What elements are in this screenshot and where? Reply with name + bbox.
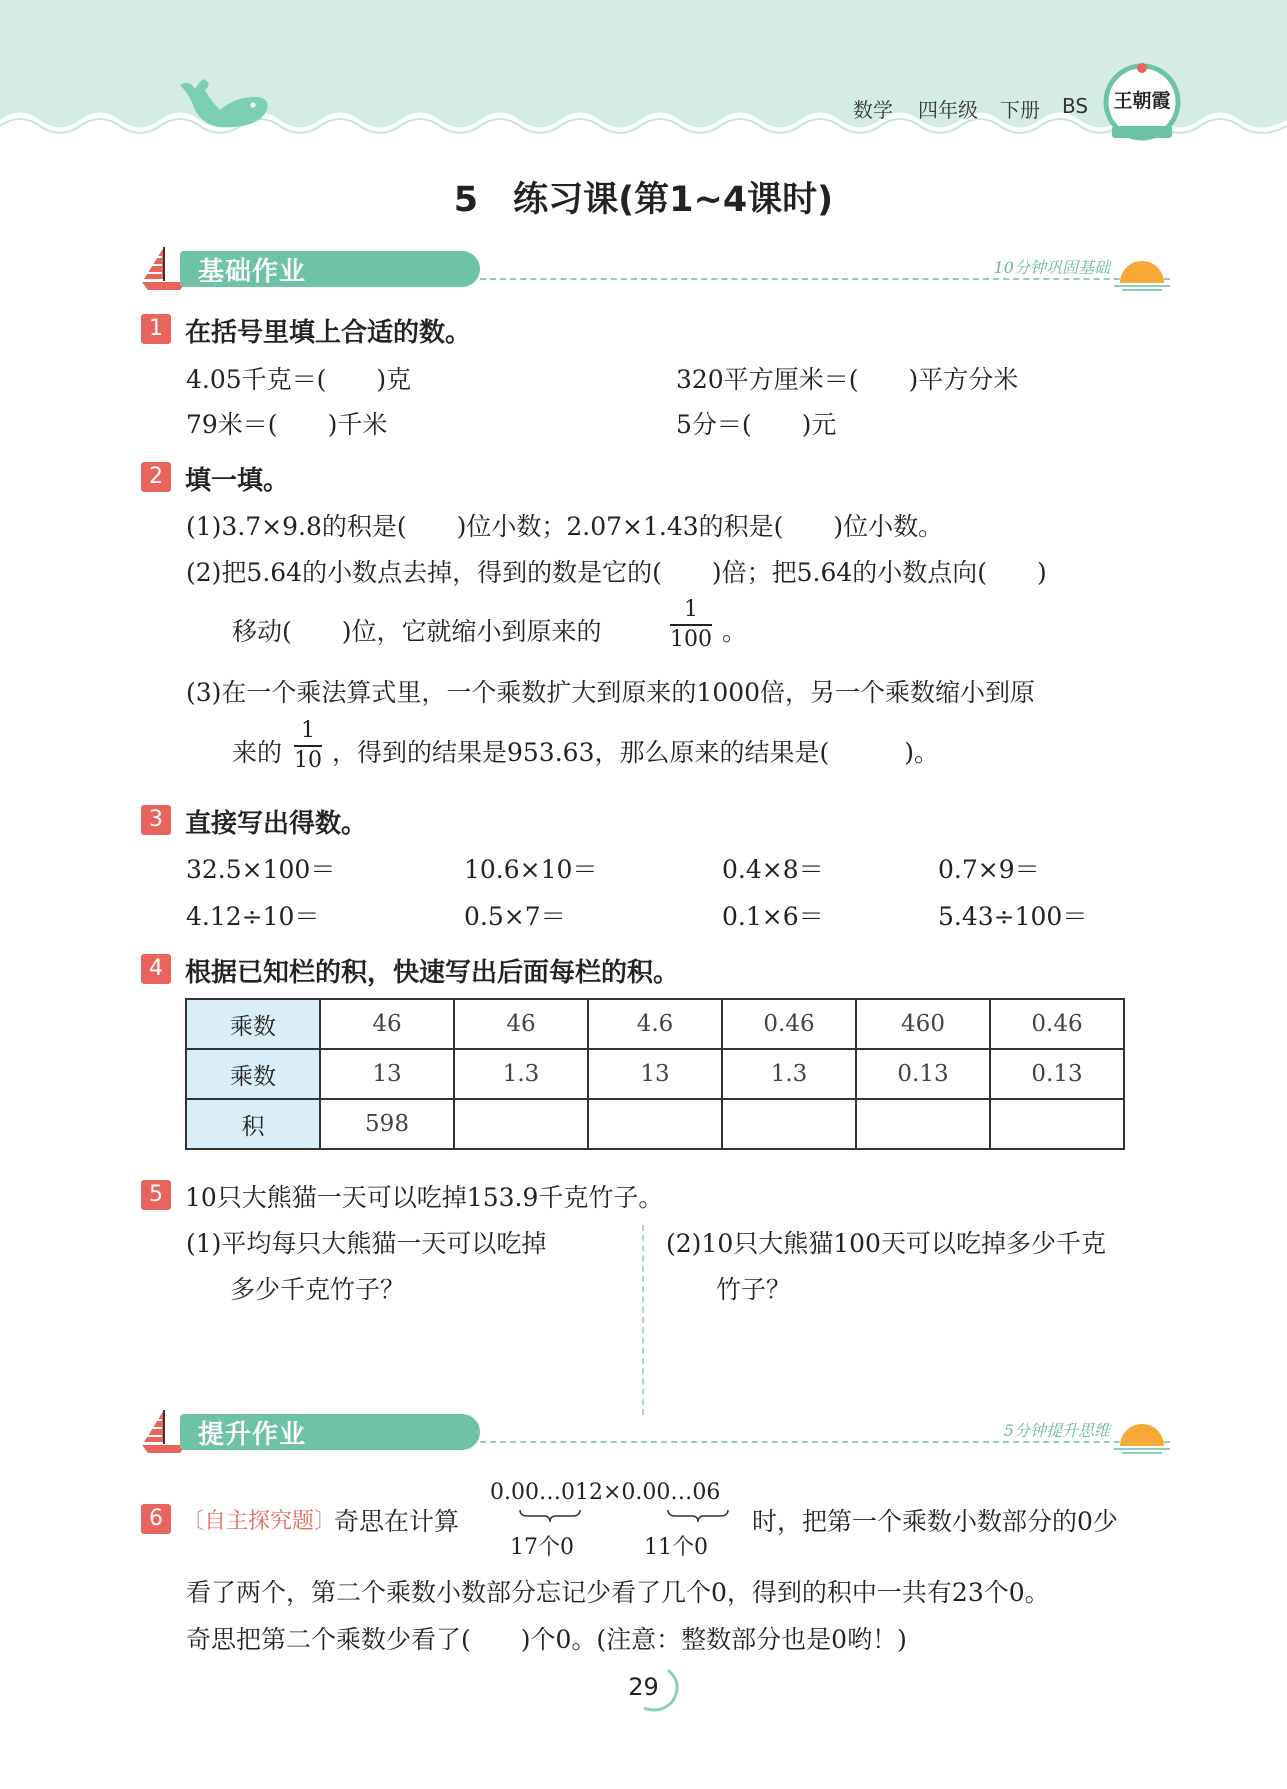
brace-icon	[666, 1508, 730, 1524]
q5-part-2-cont: 竹子？	[716, 1275, 792, 1304]
question-number-4: 4	[141, 954, 171, 984]
section-banner-basic	[140, 245, 1180, 295]
q1-item: 320平方厘米＝( )平方分米	[676, 365, 1019, 394]
table-cell: 13	[320, 1049, 454, 1099]
question-number-6: 6	[141, 1504, 171, 1534]
q2-line-5-end: ，得到的结果是953.63，那么原来的结果是( )。	[332, 738, 939, 767]
subject-label: 数学	[853, 98, 893, 122]
brand-logo	[1102, 60, 1182, 146]
question-number-2: 2	[141, 462, 171, 492]
table-cell: 0.13	[990, 1049, 1124, 1099]
question-number-1: 1	[141, 314, 171, 344]
question-tag: 〔自主探究题〕	[182, 1509, 337, 1534]
question-number-3: 3	[141, 805, 171, 835]
question-title-4: 根据已知栏的积，快速写出后面每栏的积。	[185, 958, 680, 988]
table-cell: 0.46	[722, 999, 856, 1049]
q2-line-3: 移动( )位，它就缩小到原来的	[232, 617, 602, 646]
table-cell: 0.13	[856, 1049, 990, 1099]
row-header: 积	[186, 1099, 320, 1149]
row-header: 乘数	[186, 999, 320, 1049]
q3-item: 0.7×9＝	[938, 855, 1040, 884]
second-factor: 0.00…06	[621, 1480, 721, 1505]
section-hint-basic: 10分钟巩固基础	[993, 258, 1110, 277]
q6-tail: 时，把第一个乘数小数部分的0少	[752, 1507, 1118, 1536]
table-cell: 13	[588, 1049, 722, 1099]
answer-cell[interactable]	[722, 1099, 856, 1149]
q3-item: 0.1×6＝	[722, 902, 824, 931]
question-title-3: 直接写出得数。	[185, 809, 368, 839]
q1-item: 79米＝( )千米	[186, 410, 388, 439]
q2-line-2: (2)把5.64的小数点去掉，得到的数是它的( )倍；把5.64的小数点向( )	[186, 558, 1047, 587]
brace-label-1: 17个0	[510, 1535, 574, 1560]
answer-cell[interactable]	[856, 1099, 990, 1149]
first-factor: 0.00…012	[490, 1480, 603, 1505]
volume-label: 下册	[1000, 98, 1040, 122]
fraction-one-hundredth: $\frac{1}{100}$	[670, 597, 712, 652]
q5-part-1-cont: 多少千克竹子？	[230, 1275, 406, 1304]
q6-line-3: 奇思把第二个乘数少看了( )个0。(注意：整数部分也是0哟！)	[186, 1625, 907, 1654]
question-title-5: 10只大熊猫一天可以吃掉153.9千克竹子。	[185, 1183, 664, 1212]
q3-item: 10.6×10＝	[464, 855, 598, 884]
table-row	[186, 1049, 1124, 1099]
table-cell: 46	[320, 999, 454, 1049]
table-cell: 1.3	[454, 1049, 588, 1099]
q2-line-4: (3)在一个乘法算式里，一个乘数扩大到原来的1000倍，另一个乘数缩小到原	[186, 678, 1036, 707]
fraction-one-tenth: $\frac{1}{10}$	[294, 718, 322, 773]
table-cell: 1.3	[722, 1049, 856, 1099]
table-row	[186, 1099, 1124, 1149]
table-cell: 460	[856, 999, 990, 1049]
edition-label: BS	[1062, 94, 1089, 118]
q6-lead: 奇思在计算	[334, 1507, 460, 1536]
q3-item: 5.43÷100＝	[938, 902, 1088, 931]
q3-item: 0.4×8＝	[722, 855, 824, 884]
q2-line-3-end: 。	[722, 617, 748, 646]
q1-item: 5分＝( )元	[676, 410, 837, 439]
times-sign: ×	[602, 1480, 622, 1505]
section-label-basic: 基础作业	[198, 257, 307, 287]
table-cell: 46	[454, 999, 588, 1049]
logo-text: 王朝霞	[1113, 90, 1171, 112]
q6-expression	[490, 1480, 720, 1505]
sun-icon	[1114, 257, 1170, 291]
section-hint-advanced: 5分钟提升思维	[1003, 1421, 1110, 1440]
q6-line-2: 看了两个，第二个乘数小数部分忘记少看了几个0，得到的积中一共有23个0。	[186, 1578, 1050, 1607]
brace-label-2: 11个0	[644, 1535, 708, 1560]
row-header: 乘数	[186, 1049, 320, 1099]
brace-icon	[518, 1508, 582, 1524]
answer-cell[interactable]	[990, 1099, 1124, 1149]
question-number-5: 5	[141, 1180, 171, 1210]
page-title: 5 练习课(第1~4课时)	[453, 180, 834, 220]
q2-line-5: 来的	[232, 738, 283, 767]
q3-item: 4.12÷10＝	[186, 902, 320, 931]
answer-cell[interactable]	[454, 1099, 588, 1149]
table-cell: 4.6	[588, 999, 722, 1049]
page-number: 29	[628, 1673, 659, 1701]
table-cell: 598	[320, 1099, 454, 1149]
sun-icon	[1114, 1420, 1170, 1454]
section-banner-advanced	[140, 1408, 1180, 1458]
q5-part-2: (2)10只大熊猫100天可以吃掉多少千克	[666, 1229, 1106, 1258]
question-title-2: 填一填。	[185, 466, 290, 496]
answer-cell[interactable]	[588, 1099, 722, 1149]
q1-item: 4.05千克＝( )克	[186, 365, 412, 394]
column-divider	[642, 1225, 644, 1415]
question-title-1: 在括号里填上合适的数。	[185, 318, 472, 348]
section-label-advanced: 提升作业	[198, 1420, 307, 1450]
table-cell: 0.46	[990, 999, 1124, 1049]
q3-item: 0.5×7＝	[464, 902, 566, 931]
q5-part-1: (1)平均每只大熊猫一天可以吃掉	[186, 1229, 547, 1258]
q2-line-1: (1)3.7×9.8的积是( )位小数；2.07×1.43的积是( )位小数。	[186, 512, 944, 541]
q3-item: 32.5×100＝	[186, 855, 336, 884]
product-table	[185, 998, 1125, 1150]
whale-icon	[175, 75, 275, 135]
grade-label: 四年级	[918, 98, 978, 122]
table-row	[186, 999, 1124, 1049]
